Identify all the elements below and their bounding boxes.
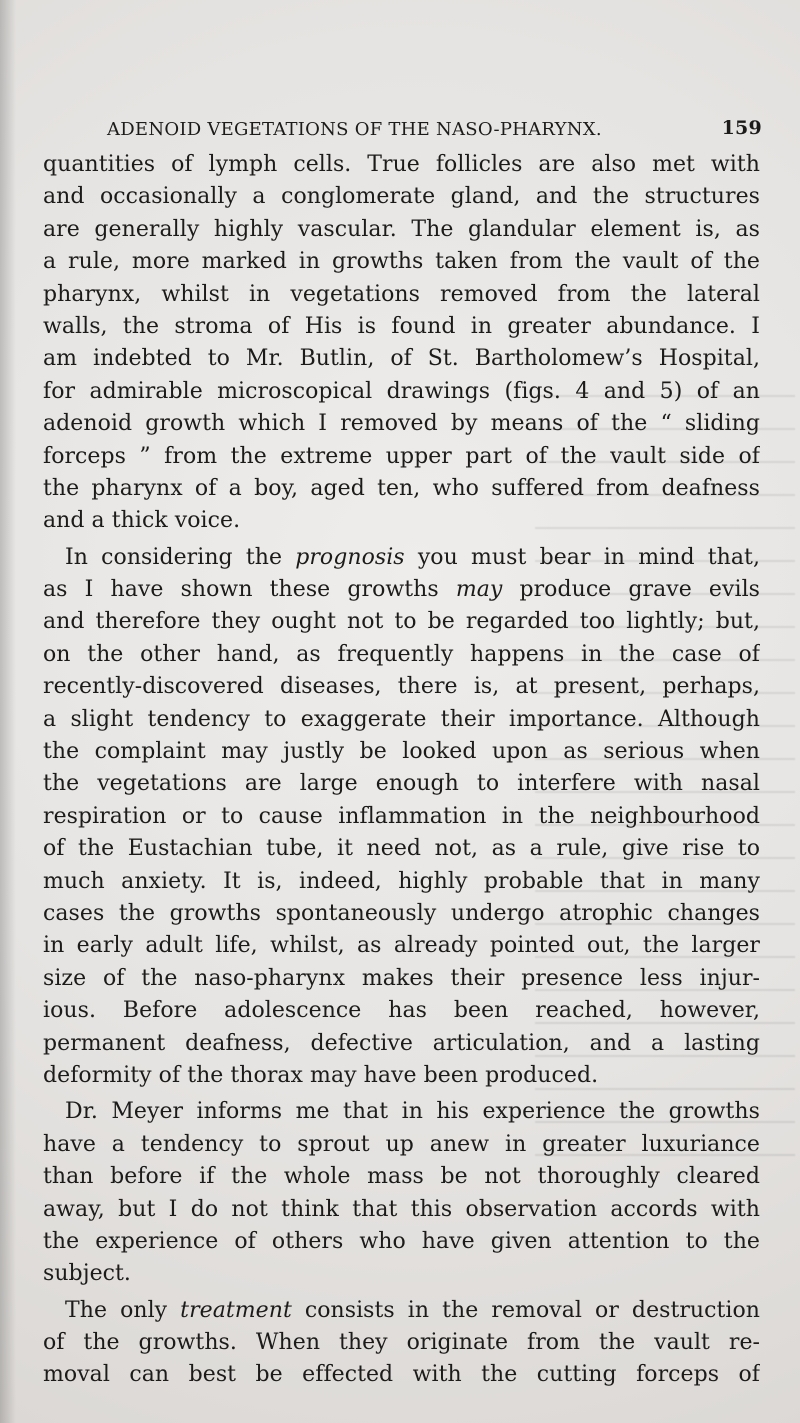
text-line: on the other hand, as frequently happens in the case of bbox=[43, 641, 760, 667]
running-title: ADENOID VEGETATIONS OF THE NASO-PHARYNX. bbox=[107, 119, 602, 140]
text-line: adenoid growth which I removed by means of the “ sliding bbox=[43, 411, 760, 437]
text-line: for admirable microscopical drawings (figs. 4 and 5) of an bbox=[43, 378, 760, 404]
text-line: cases the growths spontaneously undergo atrophic changes bbox=[43, 900, 760, 926]
text-line: walls, the stroma of His is found in greater abundance. I bbox=[43, 313, 760, 339]
text-line: of the growths. When they originate from the vault re- bbox=[43, 1330, 760, 1356]
text-line: pharynx, whilst in vegetations removed from the lateral bbox=[43, 281, 760, 307]
page-gutter-shadow bbox=[0, 0, 16, 1423]
text-line: size of the naso-pharynx makes their presence less injur- bbox=[43, 965, 760, 991]
text-line: the vegetations are large enough to interfere with nasal bbox=[43, 771, 760, 797]
body-text bbox=[43, 149, 760, 1392]
text-line: a rule, more marked in growths taken from the vault of the bbox=[43, 249, 760, 275]
text-line: a slight tendency to exaggerate their importance. Although bbox=[43, 706, 760, 732]
text-line: as I have shown these growths may produce grave evils bbox=[43, 577, 760, 603]
text-line: than before if the whole mass be not thoroughly cleared bbox=[43, 1164, 760, 1190]
text-line: and occasionally a conglomerate gland, and the structures bbox=[43, 184, 760, 210]
text-line: subject. bbox=[43, 1261, 131, 1287]
italic-term: may bbox=[455, 577, 503, 603]
text-line: and a thick voice. bbox=[43, 508, 241, 534]
text-line: respiration or to cause inflammation in the neighbourhood bbox=[43, 803, 760, 829]
page-header bbox=[107, 119, 762, 143]
text-line: quantities of lymph cells. True follicles are also met with bbox=[43, 152, 760, 177]
text-line: The only treatment consists in the removal or destruction bbox=[65, 1297, 760, 1323]
text-line: moval can best be effected with the cutting forceps of bbox=[43, 1362, 760, 1388]
text-line: of the Eustachian tube, it need not, as a rule, give rise to bbox=[43, 836, 760, 862]
text-line: the pharynx of a boy, aged ten, who suffered from deafness bbox=[43, 475, 760, 501]
text-line: permanent deafness, defective articulation, and a lasting bbox=[43, 1030, 760, 1056]
italic-term: prognosis bbox=[295, 544, 405, 570]
text-line: and therefore they ought not to be regarded too lightly; but, bbox=[43, 609, 760, 635]
text-line: In considering the prognosis you must bear in mind that, bbox=[65, 544, 760, 570]
text-line: the complaint may justly be looked upon as serious when bbox=[43, 739, 760, 765]
italic-term: treatment bbox=[180, 1297, 292, 1323]
text-line: are generally highly vascular. The glandular element is, as bbox=[43, 216, 760, 242]
text-line: have a tendency to sprout up anew in greater luxuriance bbox=[43, 1131, 760, 1157]
text-line: ious. Before adolescence has been reached, however, bbox=[43, 998, 760, 1024]
text-line: away, but I do not think that this observation accords with bbox=[43, 1196, 760, 1222]
text-line: recently-discovered diseases, there is, at present, perhaps, bbox=[43, 674, 760, 700]
text-line: much anxiety. It is, indeed, highly probable that in many bbox=[43, 868, 760, 894]
text-line: am indebted to Mr. Butlin, of St. Bartholomew’s Hospital, bbox=[43, 346, 760, 372]
text-line: deformity of the thorax may have been produced. bbox=[43, 1062, 599, 1088]
text-line: forceps ” from the extreme upper part of the vault side of bbox=[43, 443, 760, 469]
text-line: the experience of others who have given attention to the bbox=[43, 1228, 760, 1254]
text-line: in early adult life, whilst, as already pointed out, the larger bbox=[43, 933, 760, 959]
text-line: Dr. Meyer informs me that in his experience the growths bbox=[65, 1099, 760, 1125]
page-number: 159 bbox=[721, 117, 762, 139]
